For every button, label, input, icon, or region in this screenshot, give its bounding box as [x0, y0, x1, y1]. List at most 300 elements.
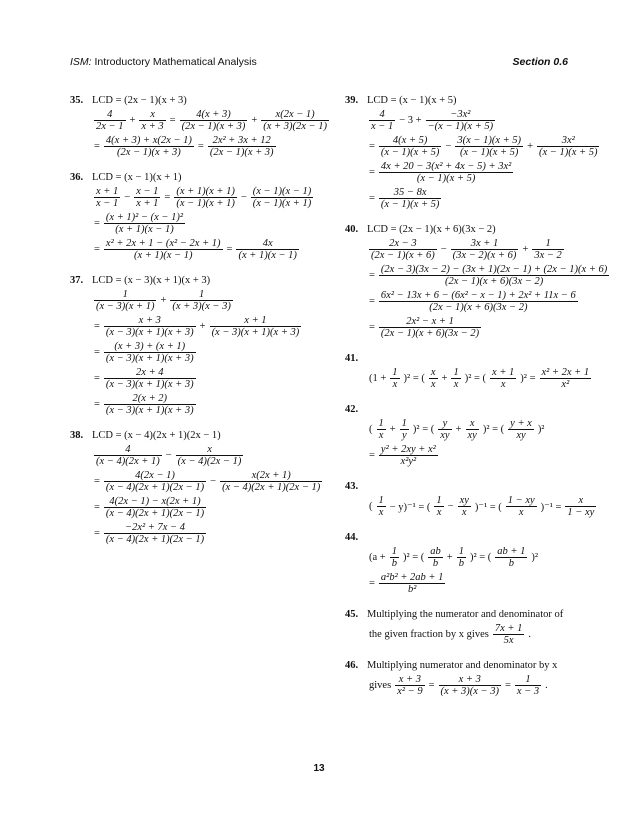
fraction	[515, 674, 541, 697]
problem-heading	[345, 224, 600, 235]
problem-number: 39.	[345, 95, 359, 106]
fraction	[506, 495, 537, 518]
equation-line	[367, 418, 600, 441]
operator: )² = (	[403, 373, 425, 384]
denominator: (3x − 2)(x + 6)	[452, 250, 517, 261]
equation-line	[367, 572, 600, 595]
numerator: −2x² + 7x − 4	[104, 522, 206, 534]
numerator: 1	[532, 238, 564, 250]
denominator: (x − 4)(2x − 1)	[177, 456, 242, 467]
operator: −	[440, 244, 447, 255]
denominator: x + 1	[136, 198, 159, 209]
running-header-title	[70, 56, 257, 68]
problem-lead-text: LCD = (x − 4)(2x + 1)(2x − 1)	[92, 430, 221, 441]
numerator: x + 1	[210, 315, 302, 327]
denominator: b	[391, 558, 397, 569]
denominator: (x + 1)(x − 1)	[115, 224, 174, 235]
operator: −	[210, 476, 217, 487]
operator: =	[369, 141, 375, 152]
problem-number: 36.	[70, 172, 84, 183]
fraction	[176, 444, 244, 467]
numerator: 3x²	[537, 135, 599, 147]
operator: )² = (	[482, 424, 505, 435]
operator: .	[545, 680, 548, 691]
denominator: (x + 1)(x − 1)	[238, 250, 297, 261]
problem-number: 40.	[345, 224, 359, 235]
fraction	[104, 470, 206, 493]
operator: =	[504, 680, 511, 691]
operator: =	[369, 450, 375, 461]
numerator: 2x − 3	[369, 238, 437, 250]
operator: =	[369, 322, 375, 333]
denominator: x	[461, 507, 467, 518]
fraction	[377, 495, 386, 518]
denominator: x − 1	[96, 198, 119, 209]
problem-heading	[345, 353, 600, 364]
fraction	[390, 367, 399, 390]
equation-line	[92, 238, 330, 261]
operator: =	[94, 141, 100, 152]
operator: =	[369, 193, 375, 204]
operator: +	[527, 141, 533, 152]
fraction	[537, 135, 599, 158]
equation-line	[92, 496, 330, 519]
denominator: b	[508, 558, 514, 569]
fraction	[261, 109, 329, 132]
equation-line	[92, 341, 330, 364]
operator: +	[446, 552, 453, 563]
equation-line	[92, 444, 330, 467]
numerator: x	[139, 109, 165, 121]
operator: =	[94, 347, 100, 358]
numerator: 4	[369, 109, 395, 121]
fraction	[400, 418, 409, 441]
numerator: 4x	[236, 238, 298, 250]
fraction	[139, 109, 165, 132]
fraction	[379, 161, 513, 184]
numerator: (x + 1)² − (x − 1)²	[105, 212, 184, 223]
equation-line	[92, 212, 330, 235]
operator: gives	[369, 680, 392, 691]
problem-46	[345, 660, 600, 697]
left-column	[70, 95, 330, 559]
problem-lead-text: LCD = (x − 3)(x + 1)(x + 3)	[92, 275, 211, 286]
problem-number: 42.	[345, 404, 359, 415]
problem-39	[345, 95, 600, 210]
problem-heading	[345, 532, 600, 543]
denominator: x	[378, 430, 384, 441]
fraction	[379, 187, 441, 210]
running-header-section: Section 0.6	[512, 56, 568, 68]
operator: +	[129, 115, 136, 126]
operator: =	[369, 167, 375, 178]
fraction	[429, 367, 438, 390]
denominator: 5x	[503, 635, 514, 646]
denominator: x	[518, 507, 524, 518]
operator: +	[199, 321, 206, 332]
fraction	[134, 186, 160, 209]
fraction	[94, 444, 162, 467]
problem-43	[345, 481, 600, 518]
fraction	[236, 238, 298, 261]
numerator: 1	[170, 289, 232, 301]
denominator: (x + 3)(2x − 1)	[263, 121, 327, 132]
problem-41	[345, 353, 600, 390]
operator: +	[251, 115, 258, 126]
equation-line	[367, 109, 600, 132]
equation-line	[92, 393, 330, 416]
operator: )² = (	[412, 424, 435, 435]
numerator: x(2x + 1)	[220, 470, 322, 482]
numerator: y	[438, 418, 451, 430]
fraction	[94, 109, 126, 132]
problem-number: 45.	[345, 609, 359, 620]
fraction	[180, 109, 248, 132]
problem-number: 44.	[345, 532, 359, 543]
operator: =	[369, 578, 375, 589]
denominator: x²	[561, 379, 570, 390]
denominator: (x − 1)(x + 1)	[252, 198, 312, 209]
denominator: −(x − 1)(x + 5)	[427, 121, 494, 132]
fraction	[379, 316, 481, 339]
operator: )² = (	[402, 552, 425, 563]
denominator: (2x − 1)(x + 3)	[117, 147, 181, 158]
denominator: x	[453, 379, 459, 390]
problem-number: 37.	[70, 275, 84, 286]
problem-38	[70, 430, 330, 545]
numerator: 2x + 4	[104, 367, 196, 379]
numerator: ab	[430, 546, 441, 557]
fraction	[455, 135, 523, 158]
denominator: x	[500, 379, 506, 390]
denominator: (x − 1)(x + 5)	[380, 199, 440, 210]
denominator: (2x − 1)(x + 6)(3x − 2)	[380, 328, 480, 339]
fraction	[220, 470, 322, 493]
equation-line	[367, 367, 600, 390]
denominator: (x − 1)(x + 5)	[459, 147, 519, 158]
equation-line	[367, 495, 600, 518]
equation-line	[367, 264, 608, 287]
operator: )⁻¹ =	[540, 501, 562, 513]
problem-lead-text: Multiplying the numerator and denominator of	[367, 609, 564, 620]
equation-line	[92, 186, 330, 209]
operator: −	[445, 141, 452, 152]
equation-line	[367, 546, 600, 569]
numerator: x	[176, 444, 244, 456]
numerator: 4(x + 3) + x(2x − 1)	[105, 135, 192, 146]
operator: .	[528, 629, 531, 640]
operator: )² =	[520, 373, 536, 384]
denominator: (x − 3)(x + 1)(x + 3)	[105, 379, 194, 390]
numerator: 6x² − 13x + 6 − (6x² − x − 1) + 2x² + 11x − 6	[380, 290, 576, 301]
problem-lead-text: LCD = (2x − 1)(x + 3)	[92, 95, 187, 106]
problem-lead-text: LCD = (x − 1)(x + 1)	[92, 172, 182, 183]
numerator: 4(x + 5)	[379, 135, 441, 147]
operator: −	[165, 450, 172, 461]
problem-44	[345, 532, 600, 595]
numerator: 1	[378, 495, 384, 506]
operator: =	[226, 244, 233, 255]
denominator: x	[430, 379, 436, 390]
fraction	[466, 418, 479, 441]
operator: =	[369, 270, 375, 281]
problem-heading	[70, 275, 330, 286]
operator: − y)⁻¹ = (	[389, 501, 431, 513]
numerator: x	[466, 418, 479, 430]
numerator: 4	[94, 444, 162, 456]
fraction	[458, 495, 471, 518]
operator: =	[197, 141, 204, 152]
fraction	[94, 289, 156, 312]
operator: =	[94, 502, 100, 513]
equation-line	[92, 522, 330, 545]
denominator: (x − 1)(x + 5)	[416, 173, 476, 184]
operator: +	[160, 295, 167, 306]
equation-line	[367, 444, 600, 467]
fraction	[379, 264, 609, 287]
numerator: xy	[459, 495, 469, 506]
fraction	[439, 674, 501, 697]
fraction	[428, 546, 443, 569]
fraction	[377, 418, 386, 441]
operator: the given fraction by x gives	[369, 629, 489, 640]
page-number: 13	[313, 763, 325, 774]
denominator: (x − 4)(2x + 1)(2x − 1)	[105, 482, 205, 493]
denominator: (x − 3)(x + 1)(x + 3)	[105, 405, 194, 416]
equation-line	[92, 367, 330, 390]
operator: =	[94, 218, 100, 229]
problem-number: 43.	[345, 481, 359, 492]
header-book-title: Introductory Mathematical Analysis	[91, 56, 257, 68]
denominator: (x + 1)(x − 1)	[133, 250, 193, 261]
numerator: 2x² + 3x + 12	[208, 135, 276, 147]
denominator: (x − 1)(x + 1)	[176, 198, 235, 209]
denominator: (x − 4)(2x + 1)	[96, 456, 160, 467]
problem-heading	[70, 172, 330, 183]
problem-heading	[345, 609, 600, 620]
operator: =	[94, 528, 100, 539]
operator: )⁻¹ = (	[474, 501, 502, 513]
equation-line	[92, 289, 330, 312]
numerator: 3x + 1	[451, 238, 519, 250]
problem-37	[70, 275, 330, 416]
denominator: (2x − 1)(x + 6)	[371, 250, 435, 261]
numerator: −3x²	[426, 109, 496, 121]
numerator: x + 3	[395, 674, 424, 686]
numerator: x − 1	[136, 186, 159, 197]
fraction	[104, 393, 196, 416]
problem-heading	[345, 95, 600, 106]
fraction	[379, 444, 438, 467]
problem-heading	[345, 404, 600, 415]
problem-lead-text: LCD = (x − 1)(x + 5)	[367, 95, 457, 106]
denominator: (x + 3)(x − 3)	[172, 301, 231, 312]
numerator: 2(x + 2)	[104, 393, 196, 405]
numerator: 7x + 1	[494, 623, 523, 634]
denominator: (2x − 1)(x + 6)(3x − 2)	[429, 302, 528, 313]
denominator: 2x − 1	[96, 121, 124, 132]
fraction	[508, 418, 534, 441]
numerator: ab + 1	[497, 546, 526, 557]
equation-line	[367, 623, 600, 646]
denominator: x² − 9	[397, 686, 423, 697]
fraction	[208, 135, 276, 158]
numerator: 1	[378, 418, 384, 429]
equation-line	[92, 470, 330, 493]
numerator: 1	[94, 289, 156, 301]
operator: =	[94, 321, 100, 332]
problem-lead-text: Multiplying numerator and denominator by x	[367, 660, 558, 671]
fraction	[104, 341, 196, 364]
numerator: x + 3	[104, 315, 196, 327]
fraction	[379, 572, 445, 595]
denominator: 1 − xy	[567, 507, 595, 518]
equation-line	[367, 290, 600, 313]
operator: +	[389, 424, 396, 435]
fraction	[104, 238, 223, 261]
problem-heading	[70, 95, 330, 106]
operator: (	[369, 501, 373, 512]
denominator: (x − 1)(x + 5)	[380, 147, 440, 158]
operator: +	[441, 373, 448, 384]
problem-42	[345, 404, 600, 467]
denominator: x + 3	[141, 121, 164, 132]
fraction	[495, 546, 527, 569]
numerator: 35 − 8x	[379, 187, 441, 199]
numerator: 2x² − x + 1	[379, 316, 481, 328]
fraction	[94, 186, 120, 209]
equation-line	[92, 109, 330, 132]
fraction	[434, 495, 443, 518]
fraction	[104, 367, 196, 390]
problem-36	[70, 172, 330, 261]
denominator: y	[401, 430, 407, 441]
operator: =	[94, 373, 100, 384]
operator: −	[240, 192, 247, 203]
denominator: x − 3	[516, 686, 540, 697]
denominator: (2x − 1)(x + 3)	[181, 121, 246, 132]
numerator: x	[430, 367, 436, 378]
problem-number: 38.	[70, 430, 84, 441]
numerator: 1	[392, 367, 398, 378]
operator: =	[369, 296, 375, 307]
numerator: 3(x − 1)(x + 5)	[457, 135, 522, 146]
operator: =	[94, 244, 100, 255]
fraction	[251, 186, 313, 209]
fraction	[210, 315, 302, 338]
numerator: 1 − xy	[507, 495, 535, 506]
operator: +	[455, 424, 462, 435]
operator: (	[369, 424, 373, 435]
fraction	[493, 623, 525, 646]
fraction	[490, 367, 516, 390]
operator: +	[522, 244, 529, 255]
equation-line	[367, 135, 600, 158]
numerator: x(2x − 1)	[261, 109, 329, 121]
fraction	[565, 495, 596, 518]
problem-heading	[345, 481, 600, 492]
denominator: x	[436, 507, 442, 518]
fraction	[379, 135, 441, 158]
denominator: x²y²	[400, 456, 417, 467]
numerator: x + 1	[96, 186, 119, 197]
numerator: 4(x + 3)	[180, 109, 248, 121]
denominator: (x − 1)(x + 5)	[538, 147, 598, 158]
denominator: (x + 3)(x − 3)	[440, 686, 499, 697]
denominator: 3x − 2	[534, 250, 562, 261]
denominator: xy	[516, 430, 526, 441]
equation-line	[92, 315, 330, 338]
denominator: b²	[407, 584, 417, 595]
problem-heading	[70, 430, 330, 441]
problem-35	[70, 95, 330, 158]
denominator: (x − 4)(2x + 1)(2x − 1)	[105, 508, 205, 519]
problem-heading	[345, 660, 600, 671]
denominator: xy	[467, 430, 477, 441]
fraction	[104, 135, 194, 158]
operator: =	[428, 680, 435, 691]
problem-number: 46.	[345, 660, 359, 671]
numerator: (x − 1)(x − 1)	[252, 186, 312, 197]
numerator: 1	[458, 546, 464, 557]
numerator: x² + 2x + 1	[541, 367, 590, 378]
problem-number: 35.	[70, 95, 84, 106]
equation-line	[367, 161, 600, 184]
numerator: 4(2x − 1) − x(2x + 1)	[104, 496, 206, 508]
denominator: (x − 4)(2x + 1)(2x − 1)	[105, 534, 205, 545]
fraction	[104, 212, 185, 235]
fraction	[369, 238, 437, 261]
numerator: 4x + 20 − 3(x² + 4x − 5) + 3x²	[380, 161, 512, 172]
numerator: x	[565, 495, 596, 507]
numerator: (2x − 3)(3x − 2) − (3x + 1)(2x − 1) + (2x − 1)(x + 6)	[380, 264, 608, 275]
numerator: x² + 2x + 1 − (x² − 2x + 1)	[105, 238, 221, 249]
numerator: y + x	[510, 418, 532, 429]
denominator: (x − 3)(x + 1)(x + 3)	[211, 327, 300, 338]
denominator: b	[432, 558, 439, 569]
fraction	[390, 546, 399, 569]
denominator: xy	[440, 430, 450, 441]
numerator: 1	[515, 674, 541, 686]
fraction	[451, 367, 460, 390]
numerator: x + 1	[492, 367, 515, 378]
denominator: (x − 3)(x + 1)(x + 3)	[105, 353, 194, 364]
fraction	[104, 522, 206, 545]
numerator: a²b² + 2ab + 1	[380, 572, 444, 583]
operator: )²	[537, 424, 545, 435]
operator: =	[94, 399, 100, 410]
equation-line	[367, 674, 600, 697]
fraction	[104, 315, 196, 338]
denominator: (x − 3)(x + 1)	[96, 301, 155, 312]
right-column	[345, 95, 608, 711]
numerator: 1	[391, 546, 397, 557]
operator: =	[94, 476, 100, 487]
operator: −	[447, 501, 454, 512]
fraction	[174, 186, 236, 209]
fraction	[395, 674, 424, 697]
fraction	[457, 546, 466, 569]
operator: (1 +	[369, 373, 387, 384]
fraction	[438, 418, 451, 441]
fraction	[540, 367, 592, 390]
numerator: y² + 2xy + x²	[380, 444, 436, 455]
denominator: (2x − 1)(x + 3)	[209, 147, 274, 158]
equation-line	[367, 238, 600, 261]
equation-line	[367, 316, 600, 339]
numerator: (x + 1)(x + 1)	[176, 186, 235, 197]
fraction	[170, 289, 232, 312]
